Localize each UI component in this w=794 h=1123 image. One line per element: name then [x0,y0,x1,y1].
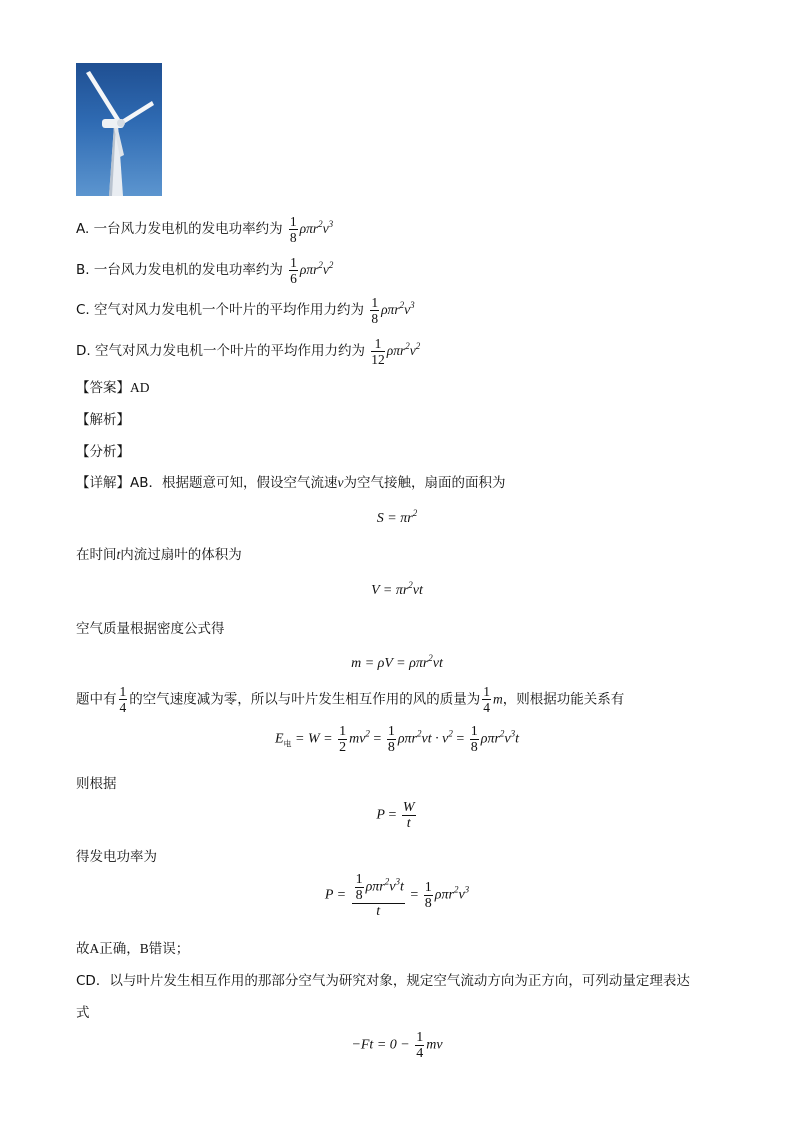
p-equals: P = [324,887,347,903]
momentum-rhs: mv [426,1037,443,1053]
quarter-text-c: ，则根据功能关系有 [502,691,625,708]
rho: ρ [386,343,394,358]
option-text: 空气对风力发电机一个叶片的平均作用力约为 [94,302,365,318]
frac-numerator: W [402,800,415,815]
equals-sign: = [388,807,397,823]
frac-numerator: 1 [339,724,347,739]
frac-denominator: 12 [371,352,385,367]
eq1-body: S = πr [376,511,413,526]
term-3a: ρπr [480,731,500,747]
term-2-exponent-2: 2 [448,728,453,739]
detail-text-b: 为空气接触，扇面的面积为 [343,475,506,491]
equals-sign: = [410,887,419,903]
v-exponent: 3 [328,219,334,229]
fraction [119,684,128,715]
v-var: v [404,302,411,317]
e-subscript: 电 [283,739,292,749]
fenxi-label: 【分析】 [76,444,130,460]
time-line [76,543,242,563]
quarter-line [76,684,624,715]
result-b: v [458,887,465,903]
frac-numerator: 1 [483,684,490,699]
v-var: v [409,343,416,358]
term-3c: t [515,731,520,747]
frac-numerator: 1 [470,724,478,739]
rho: ρ [299,262,307,277]
r-var: r [394,302,400,317]
fraction [371,336,385,367]
equals-sign: = [456,731,465,747]
equation-mass [0,653,794,672]
equation-area [0,508,794,527]
shi-line: 式 [76,1005,90,1021]
option-prefix: A. [76,221,90,237]
frac-denominator: 8 [289,230,297,245]
fraction [355,872,364,903]
v-exponent: 2 [328,260,334,270]
e-symbol: E [274,731,284,747]
frac-denominator: 8 [424,896,432,911]
cd-line: CD．以与叶片发生相互作用的那部分空气为研究对象，规定空气流动方向为正方向，可列动量定理表达 [76,973,690,989]
fraction [470,724,479,755]
detail-label: 【详解】 [76,475,130,491]
var-t: t [116,547,121,562]
time-text-a: 在时间 [76,547,117,563]
term-3-exponent: 2 [499,728,505,739]
option-a [76,214,333,245]
eq3-a: m = ρV = ρπr [351,656,429,671]
r-exponent: 2 [399,300,405,310]
var-v: v [337,475,344,490]
r-exponent: 2 [318,219,323,229]
rho: ρ [299,221,307,236]
frac-numerator: 1 [424,880,432,895]
term-1-exponent: 2 [365,728,370,739]
result-a: ρπr [434,887,454,903]
power-line: 得发电功率为 [76,849,157,865]
inner-b: v [389,879,396,895]
pi: π [387,302,395,317]
momentum-lhs: −Ft = 0 − [351,1037,410,1053]
fraction [289,214,298,245]
inner-exponent: 2 [384,876,390,887]
v-var: v [322,262,329,277]
term-2b: vt · v [421,731,449,747]
answer-line [76,376,150,396]
v-exponent: 2 [415,341,421,351]
equation-power-result [0,872,794,919]
frac-numerator: 1 [371,295,379,310]
equation-energy [0,724,794,755]
frac-numerator: 1 [371,336,385,352]
time-text-b: 内流过扇叶的体积为 [120,547,242,563]
result-exponent-2: 3 [464,884,470,895]
frac-numerator: 1 [289,214,297,229]
result-exponent: 2 [453,884,459,895]
compound-fraction [352,872,405,919]
r-var: r [400,343,406,358]
term-3-exponent-2: 3 [510,728,516,739]
inner-c: t [399,879,404,895]
equals-sign: = [373,731,382,747]
equation-power-def [0,800,794,831]
r-var: r [312,221,319,236]
eq2-a: V = πr [371,583,409,598]
option-c [76,295,415,326]
var-m: m [493,691,503,707]
r-exponent: 2 [318,260,323,270]
term-3b: v [504,731,511,747]
eq2-exponent: 2 [408,580,413,590]
detail-text-a: AB．根据题意可知，假设空气流速 [130,475,338,491]
option-b-ref: B [139,941,149,956]
fraction [338,724,347,755]
pi: π [306,221,313,236]
conclusion-text-c: 错误； [148,941,190,957]
frac-denominator: 6 [290,271,297,286]
frac-denominator: t [406,816,411,831]
option-prefix: C. [76,302,90,318]
wind-turbine-illustration [76,63,162,196]
term-2-exponent: 2 [417,728,422,739]
option-d [76,336,420,367]
quarter-text-a: 题中有 [76,691,117,708]
frac-numerator: 1 [290,255,297,270]
mass-line: 空气质量根据密度公式得 [76,621,225,637]
v-exponent: 3 [410,300,415,310]
answer-label: 【答案】 [76,380,130,396]
equation-volume [0,580,794,599]
frac-numerator: 1 [416,1030,424,1045]
frac-numerator: 1 [387,724,395,739]
eq-w: = W = [295,731,333,747]
option-text: 一台风力发电机的发电功率约为 [93,221,283,237]
inner-a: ρπr [365,879,385,895]
compound-denominator: t [376,904,381,919]
quarter-text-b: 的空气速度减为零，所以与叶片发生相互作用的风的质量为 [129,691,481,708]
v-var: v [322,221,329,236]
option-prefix: B. [76,262,90,278]
frac-numerator: 1 [355,872,363,887]
then-line: 则根据 [76,776,117,792]
pi: π [393,343,401,358]
term-2a: ρπr [397,731,417,747]
pi: π [306,262,314,277]
option-text: 空气对风力发电机一个叶片的平均作用力约为 [94,343,365,359]
fraction [370,295,379,326]
eq3-b: vt [432,656,443,671]
frac-numerator: 1 [119,684,127,699]
frac-denominator: 8 [355,888,363,903]
eq2-b: vt [412,583,423,598]
fraction [387,724,396,755]
frac-denominator: 8 [470,740,478,755]
frac-denominator: 8 [387,740,395,755]
p-symbol: P [376,807,385,823]
frac-denominator: 8 [371,311,379,326]
fraction [289,255,298,286]
frac-denominator: 2 [339,740,347,755]
analysis-label: 【解析】 [76,412,130,428]
compound-numerator [352,872,405,904]
wind-turbine-photo [76,63,162,196]
conclusion-line [76,937,189,957]
fraction [424,880,433,911]
equation-momentum [0,1030,794,1061]
option-a-ref: A [89,941,100,956]
option-prefix: D. [76,343,91,359]
eq1-exponent: 2 [412,508,418,518]
rho: ρ [381,302,388,317]
r-var: r [313,262,319,277]
conclusion-text-a: 故 [76,941,90,957]
frac-denominator: 4 [483,700,490,715]
frac-denominator: 4 [119,700,127,715]
r-exponent: 2 [405,341,410,351]
answer-value: AD [130,380,150,395]
conclusion-text-b: 正确， [99,941,140,957]
option-b [76,255,333,286]
term-1: mv [349,731,366,747]
fraction [402,800,416,831]
inner-exponent-2: 3 [395,876,400,887]
option-text: 一台风力发电机的发电功率约为 [93,262,283,278]
frac-denominator: 4 [416,1046,424,1061]
eq3-exponent: 2 [428,653,433,663]
fraction [482,684,491,715]
fraction [415,1030,424,1061]
detail-line [76,471,506,491]
